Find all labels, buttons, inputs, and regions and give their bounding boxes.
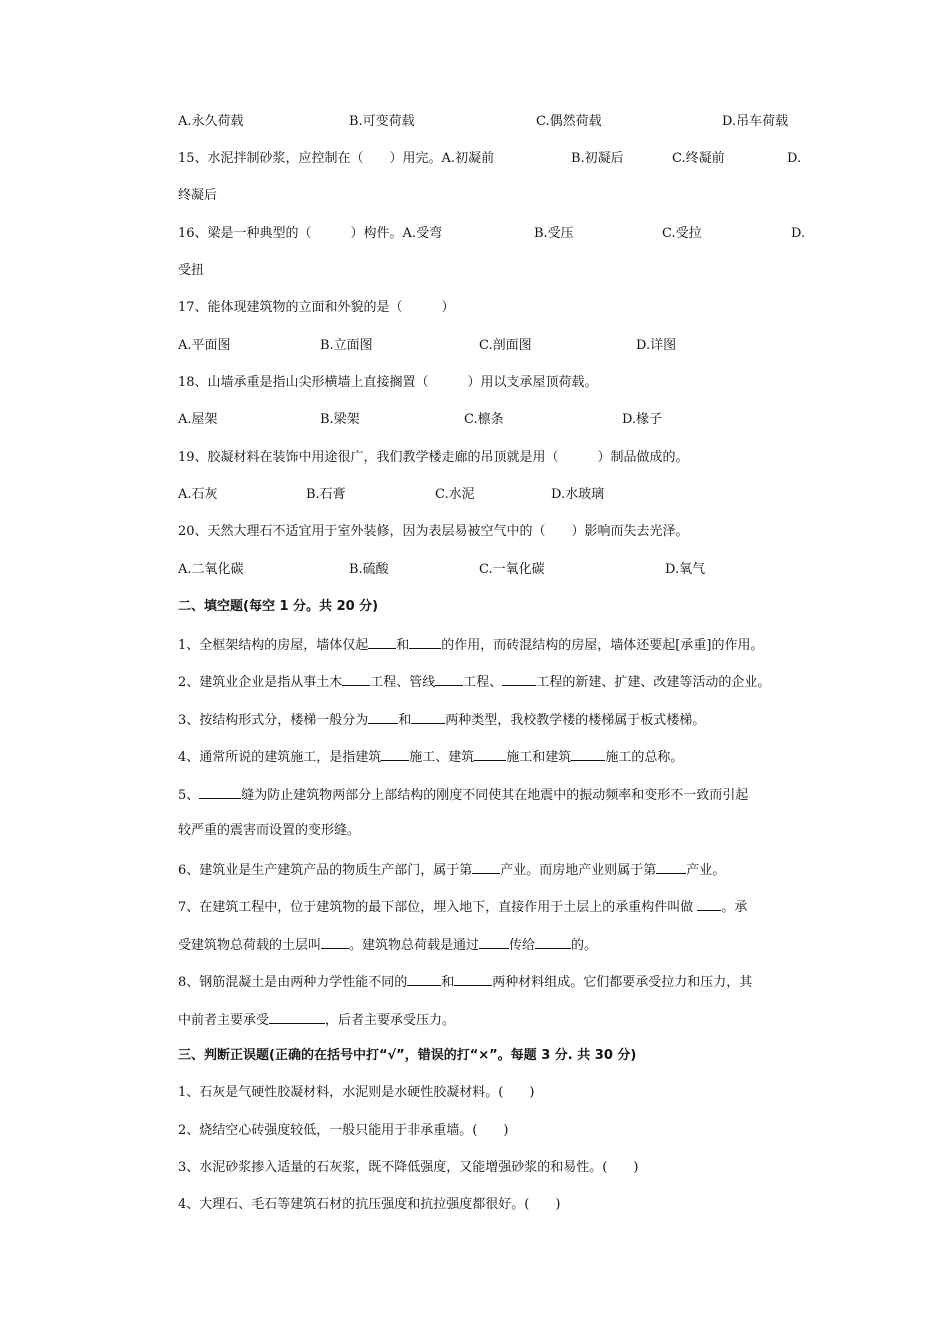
text: 和: [398, 713, 412, 728]
section-3-heading: 三、判断正误题(正确的在括号中打“√”，错误的打“×”。每题 3 分. 共 30 分): [178, 1048, 637, 1063]
blank-line: [199, 786, 241, 799]
q15-stem: 15、水泥拌制砂浆，应控制在（ ）用完。A.初凝前: [178, 151, 495, 166]
fill-question-8-continuation: [178, 1011, 455, 1029]
text: 7、在建筑工程中，位于建筑物的最下部位，埋入地下，直接作用于土层上的承重构件叫做: [178, 900, 694, 915]
q19-option-a: A.石灰: [178, 487, 218, 502]
blank-line: [535, 936, 571, 949]
text: 工程、管线: [370, 675, 436, 690]
blank-line: [321, 936, 349, 949]
text: 两种材料组成。它们都要承受拉力和压力，其: [492, 975, 753, 990]
fill-question-3: [178, 711, 705, 729]
q17-stem: 17、能体现建筑物的立面和外貌的是（ ）: [178, 300, 455, 315]
blank-line: [697, 898, 721, 911]
text: 3、按结构形式分，楼梯一般分为: [178, 713, 369, 728]
judge-question-3: 3、水泥砂浆掺入适量的石灰浆，既不降低强度，又能增强砂浆的和易性。( ): [178, 1160, 639, 1175]
q16-option-d: D.: [791, 226, 806, 241]
q15-option-d: D.: [787, 151, 802, 166]
text: 缝为防止建筑物两部分上部结构的刚度不同使其在地震中的振动频率和变形不一致而引起: [241, 788, 749, 803]
fill-question-4: [178, 748, 683, 766]
q15-option-b: B.初凝后: [571, 151, 624, 166]
text: 工程的新建、扩建、改建等活动的企业。: [536, 675, 771, 690]
q20-option-b: B.硫酸: [349, 562, 389, 577]
q18-stem: 18、山墙承重是指山尖形横墙上直接搁置（ ）用以支承屋顶荷载。: [178, 375, 598, 390]
blank-line: [454, 973, 492, 986]
q14-option-d: D.吊车荷载: [722, 114, 789, 129]
blank-line: [269, 1011, 325, 1024]
q15-continuation: 终凝后: [178, 188, 218, 203]
blank-line: [502, 673, 536, 686]
text: 两种类型，我校教学楼的楼梯属于板式楼梯。: [445, 713, 706, 728]
q18-option-c: C.檩条: [464, 412, 504, 427]
text: 5、: [178, 788, 200, 803]
text: 产业。: [686, 863, 726, 878]
blank-line: [342, 673, 370, 686]
text: 产业。而房地产业则属于第: [500, 863, 657, 878]
q19-option-c: C.水泥: [435, 487, 475, 502]
text: 的。: [571, 938, 598, 953]
judge-question-1: 1、石灰是气硬性胶凝材料，水泥则是水硬性胶凝材料。( ): [178, 1085, 535, 1100]
blank-line: [656, 861, 686, 874]
q16-stem: 16、梁是一种典型的（ ）构件。A.受弯: [178, 226, 443, 241]
text: 中前者主要承受: [178, 1013, 270, 1028]
q17-option-d: D.详图: [636, 338, 677, 353]
text: 传给: [509, 938, 536, 953]
blank-line: [435, 673, 463, 686]
q20-option-a: A.二氧化碳: [178, 562, 244, 577]
fill-question-7: [178, 898, 747, 916]
blank-line: [368, 711, 398, 724]
blank-line: [368, 636, 396, 649]
text: 1、全框架结构的房屋，墙体仅起: [178, 638, 369, 653]
q20-option-d: D.氧气: [665, 562, 706, 577]
fill-question-2: [178, 673, 770, 691]
q17-option-c: C.剖面图: [479, 338, 532, 353]
q19-option-b: B.石膏: [306, 487, 346, 502]
section-2-heading: 二、填空题(每空 1 分。共 20 分): [178, 599, 379, 614]
judge-question-2: 2、烧结空心砖强度较低，一般只能用于非承重墙。( ): [178, 1123, 509, 1138]
q20-stem: 20、天然大理石不适宜用于室外装修，因为表层易被空气中的（ ）影响而失去光泽。: [178, 524, 689, 539]
q16-continuation: 受扭: [178, 263, 205, 278]
blank-line: [571, 748, 605, 761]
text: 和: [396, 638, 410, 653]
fill-question-5-continuation: 较严重的震害而设置的变形缝。: [178, 823, 361, 838]
q16-option-b: B.受压: [534, 226, 574, 241]
q19-option-d: D.水玻璃: [551, 487, 605, 502]
blank-line: [409, 636, 441, 649]
text: 受建筑物总荷载的土层叫: [178, 938, 322, 953]
text: 施工和建筑: [506, 750, 572, 765]
q18-option-b: B.梁架: [320, 412, 360, 427]
q17-option-a: A.平面图: [178, 338, 231, 353]
text: 和: [441, 975, 455, 990]
text: 4、通常所说的建筑施工，是指建筑: [178, 750, 382, 765]
q18-option-a: A.屋架: [178, 412, 218, 427]
q18-option-d: D.椽子: [622, 412, 663, 427]
text: 2、建筑业企业是指从事土木: [178, 675, 343, 690]
fill-question-7-continuation: [178, 936, 597, 954]
q15-option-c: C.终凝前: [672, 151, 725, 166]
text: 。建筑物总荷载是通过: [349, 938, 480, 953]
blank-line: [472, 861, 500, 874]
text: 6、建筑业是生产建筑产品的物质生产部门，属于第: [178, 863, 473, 878]
text: 的作用，而砖混结构的房屋，墙体还要起[承重]的作用。: [441, 638, 764, 653]
fill-question-5: [178, 786, 748, 804]
fill-question-8: [178, 973, 752, 991]
text: 工程、: [463, 675, 503, 690]
blank-line: [407, 973, 441, 986]
fill-question-6: [178, 861, 725, 879]
text: 施工、建筑: [409, 750, 475, 765]
q20-option-c: C.一氧化碳: [479, 562, 545, 577]
q19-stem: 19、胶凝材料在装饰中用途很广，我们教学楼走廊的吊顶就是用（ ）制品做成的。: [178, 450, 689, 465]
text: 施工的总称。: [605, 750, 684, 765]
q14-option-c: C.偶然荷载: [536, 114, 602, 129]
blank-line: [474, 748, 506, 761]
fill-question-1: [178, 636, 763, 654]
blank-line: [479, 936, 509, 949]
blank-line: [411, 711, 445, 724]
judge-question-4: 4、大理石、毛石等建筑石材的抗压强度和抗拉强度都很好。( ): [178, 1197, 561, 1212]
text: 8、钢筋混凝土是由两种力学性能不同的: [178, 975, 408, 990]
q17-option-b: B.立面图: [320, 338, 373, 353]
q14-option-a: A.永久荷载: [178, 114, 244, 129]
q16-option-c: C.受拉: [662, 226, 702, 241]
blank-line: [381, 748, 409, 761]
text: 。承: [721, 900, 748, 915]
text: ，后者主要承受压力。: [325, 1013, 456, 1028]
q14-option-b: B.可变荷载: [349, 114, 415, 129]
